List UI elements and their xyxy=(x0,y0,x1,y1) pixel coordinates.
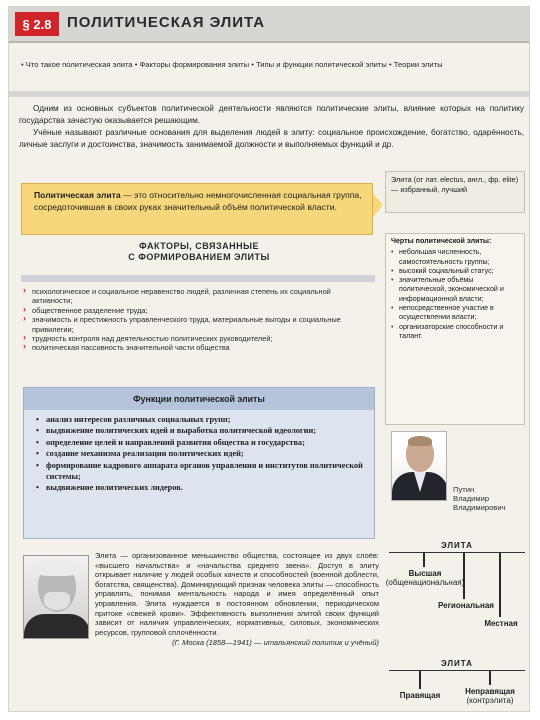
diagram-types-title: ЭЛИТА xyxy=(389,659,525,671)
function-item: • создание механизма реализации политических идей; xyxy=(36,448,366,459)
diagram-connector xyxy=(499,553,501,617)
diagram-connector xyxy=(423,553,425,567)
function-item: • выдвижение политических идей и выработка политической идеологии; xyxy=(36,425,366,436)
caption-line: Владимирович xyxy=(453,503,506,513)
quote-author: (Г. Моска (1858—1941) — итальянский политик и учёный) xyxy=(172,638,379,648)
diagram-connector xyxy=(489,671,491,685)
functions-box xyxy=(23,387,375,539)
feature-item: • непосредственное участие в осуществлении власти; xyxy=(391,304,519,323)
definition-term: Политическая элита xyxy=(34,190,121,200)
feature-item: • высокий социальный статус; xyxy=(391,267,519,276)
diagram-label-nonruling: Неправящая (контрэлита) xyxy=(465,687,515,705)
factor-item: › значимость и престижность управленческого труда, материальные выгоды и социальные привилегии; xyxy=(23,315,373,334)
factors-title-line: С ФОРМИРОВАНИЕМ ЭЛИТЫ xyxy=(128,252,270,262)
factors-list xyxy=(23,287,373,353)
topic-item: Что такое политическая элита xyxy=(25,60,133,69)
diagram-levels-title: ЭЛИТА xyxy=(389,541,525,553)
diagram-label-ruling: Правящая xyxy=(399,691,441,700)
putin-caption xyxy=(453,485,506,513)
section-header xyxy=(9,7,530,41)
factor-item: › общественное разделение труда; xyxy=(23,306,373,315)
quote-text: Элита — организованное меньшинство общества, состоящее из двух слоёв: «высшего начальства» и «начальства среднего звена». Доступ в элиту открывает наличие у людей особых качеств и способностей (военной доблести, богатства, священства). Доминирующий признак человека элиты — способность управлять, понимая ментальность народа и имея определённый опыт управления. Элита нуждается в постоянном обновлении, периодическом притоке «свежей крови». Эффективность выполнения элитой своих функций зависит от наличия управленческих, нормативных, силовых, экономических ресурсов, групповой сплочённости. xyxy=(95,551,379,637)
mosca-quote xyxy=(23,551,379,648)
factor-item: › трудность контроля над деятельностью политических руководителей; xyxy=(23,334,373,343)
intro-text xyxy=(19,103,524,151)
features-title: Черты политической элиты: xyxy=(391,237,492,245)
factor-item: › политическая пассивность значительной части общества xyxy=(23,343,373,352)
function-item: • анализ интересов различных социальных групп; xyxy=(36,414,366,425)
function-item: • выдвижение политических лидеров. xyxy=(36,482,366,493)
diagram-connector xyxy=(419,671,421,689)
features-list xyxy=(391,248,519,341)
textbook-page xyxy=(8,6,530,712)
intro-paragraph: Учёные называют различные основания для выделения людей в элиту: социальное происхождение, богатство, одарённость, личные заслуги и достоинства, значимость занимаемой должности и выполняемых функций и др. xyxy=(19,128,524,149)
putin-portrait xyxy=(391,431,447,501)
caption-line: Путин xyxy=(453,485,475,494)
functions-title: Функции политической элиты xyxy=(24,388,374,410)
functions-list xyxy=(24,410,374,494)
intro-paragraph: Одним из основных субъектов политической деятельности являются политические элиты, влияние которых на политику государства зачастую оказывается решающим. xyxy=(19,104,524,125)
section-title: ПОЛИТИЧЕСКАЯ ЭЛИТА xyxy=(67,14,266,31)
function-item: • определение целей и направлений развития общества и государства; xyxy=(36,437,366,448)
factor-item: › психологическое и социальное неравенство людей, различная степень их социальной активности; xyxy=(23,287,373,306)
diagram-label-high: Высшая (общенациональная) xyxy=(385,569,465,587)
diagram-label-regional: Региональная xyxy=(438,601,494,610)
definition-arrow xyxy=(373,193,383,217)
features-box xyxy=(385,233,525,425)
feature-item: • организаторские способности и талант. xyxy=(391,323,519,342)
topic-item: Теории элиты xyxy=(393,60,443,69)
etymology-note: Элита (от лат. electus, англ., фр. elite) — избранный, лучший xyxy=(385,171,525,213)
definition-text: — это относительно немногочисленная социальная группа, сосредоточившая в своих руках значительный объём политической власти. xyxy=(34,190,362,212)
definition-box xyxy=(21,183,373,235)
function-item: • формирование кадрового аппарата органов управления и институтов политической системы; xyxy=(36,460,366,483)
factors-title-line: ФАКТОРЫ, СВЯЗАННЫЕ xyxy=(139,241,259,251)
feature-item: • небольшая численность, самостоятельность группы; xyxy=(391,248,519,267)
factors-title xyxy=(49,241,349,263)
topics-divider xyxy=(9,91,530,97)
feature-item: • значительные объёмы политической, экономической и информационной власти; xyxy=(391,276,519,304)
factors-divider xyxy=(21,275,375,282)
topics-list: • Что такое политическая элита • Факторы формирования элиты • Типы и функции политической элиты • Теории элиты xyxy=(21,60,443,69)
section-number-badge: § 2.8 xyxy=(15,12,59,36)
header-divider xyxy=(9,41,530,43)
topic-item: Типы и функции политической элиты xyxy=(256,60,387,69)
topic-item: Факторы формирования элиты xyxy=(139,60,250,69)
diagram-label-local: Местная xyxy=(484,619,518,628)
caption-line: Владимир xyxy=(453,494,490,504)
